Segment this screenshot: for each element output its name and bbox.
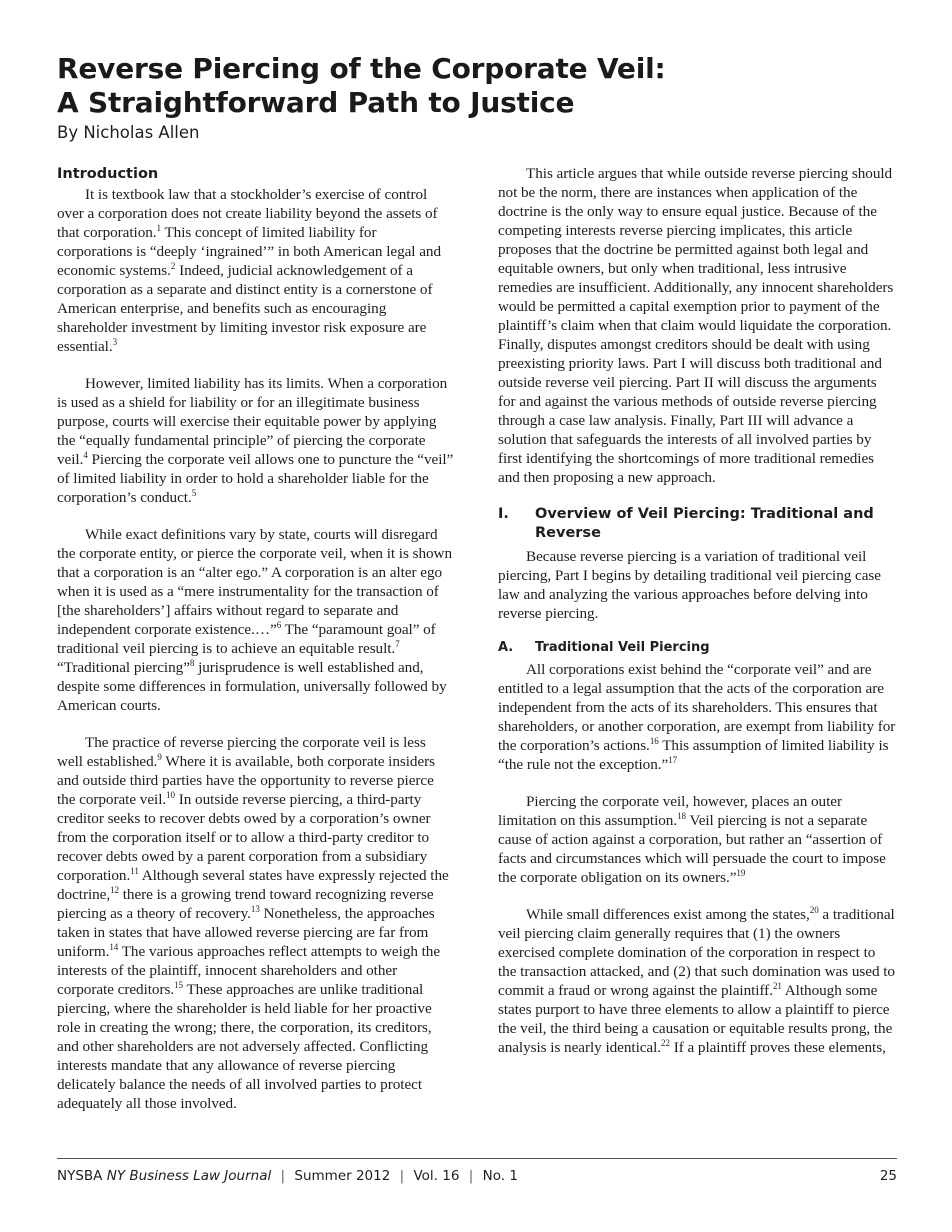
article-header bbox=[57, 52, 897, 144]
paragraph: It is textbook law that a stockholder’s exercise of control over a corporation does not create liability beyond the assets of that corporation.$^1$ This concept of limited liability for corporations is “deeply ‘ingrained’” in both American legal and economic systems.$^2$ Indeed, judicial acknowledgement of a corporation as a separate and distinct entity is a cornerstone of American enterprise, and benefits such as encouraging shareholder investment by limiting investor risk exposure are essential.$^3$ bbox=[57, 186, 441, 355]
footer-journal: NY Business Law Journal bbox=[106, 1168, 272, 1184]
footer-citation bbox=[57, 1167, 518, 1185]
footer-separator: | bbox=[468, 1168, 474, 1184]
footnote-ref: 14 bbox=[109, 941, 119, 952]
title-line-2: A Straightforward Path to Justice bbox=[57, 86, 575, 119]
footnote-ref: 5 bbox=[191, 487, 197, 498]
footer-separator: | bbox=[399, 1168, 405, 1184]
paragraph: Because reverse piercing is a variation of traditional veil piercing, Part I begins by detailing traditional veil piercing case law and analyzing the various approaches before delving into reverse piercing. bbox=[498, 548, 881, 622]
introduction-heading: Introduction bbox=[57, 166, 159, 182]
footnote-ref: 13 bbox=[250, 903, 260, 914]
footnote-ref: 4 bbox=[83, 449, 88, 460]
footnote-ref: 12 bbox=[110, 884, 120, 895]
paragraph: The practice of reverse piercing the corporate veil is less well established.$^9$ Where it is available, both corporate insiders and outside third parties have the opportunity to reverse pierce the corporate veil.$^{10}$ In outside reverse piercing, a third-party creditor seeks to recover debts owed by a corporation’s owner from the corporation itself or to allow a third-party creditor to recover debts owed by a parent corporation from a subsidiary corporation.$^{11}$ Although several states have expressly rejected the doctrine,$^{12}$ there is a growing trend toward recognizing reverse piercing as a theory of recovery.$^{13}$ Nonetheless, the approaches taken in states that have allowed reverse piercing are far from uniform.$^{14}$ The various approaches reflect attempts to weigh the interests of the plaintiff, innocent shareholders and other corporate creditors.$^{15}$ These approaches are unlike traditional piercing, where the shareholder is held liable for her proactive role in creating the wrong; there, the corporation, its creditors, and other shareholders are not adversely affected. Conflicting interests mandate that any allowance of reverse piercing delicately balance the needs of all involved parties to protect adequately all those involved. bbox=[57, 734, 449, 1112]
section-heading-I bbox=[498, 505, 897, 543]
left-column bbox=[57, 164, 455, 1131]
footnote-ref: 10 bbox=[166, 789, 176, 800]
paragraph: However, limited liability has its limits. When a corporation is used as a shield for liability or for an illegitimate business purpose, courts will exercise their equitable power by applying the “equally fundamental principle” of piercing the corporate veil.$^4$ Piercing the corporate veil allows one to puncture the “veil” of limited liability in order to hold a shareholder liable for the corporation’s conduct.$^5$ bbox=[57, 375, 454, 506]
title-line-1: Reverse Piercing of the Corporate Veil: bbox=[57, 52, 666, 85]
footnote-ref: 1 bbox=[156, 222, 161, 233]
footnote-ref: 22 bbox=[661, 1037, 670, 1048]
footnote-ref: 20 bbox=[809, 904, 819, 915]
subsection-heading-A bbox=[498, 639, 897, 657]
footnote-ref: 18 bbox=[677, 810, 686, 821]
footnote-ref: 15 bbox=[174, 979, 183, 990]
footnote-ref: 16 bbox=[649, 735, 659, 746]
footnote-ref: 8 bbox=[189, 657, 195, 668]
paragraph: This article argues that while outside reverse piercing should not be the norm, there are instances when application of the doctrine is the only way to ensure equal justice. Because of the competing interests reverse piercing implicates, this article proposes that the doctrine be permitted against both legal and equitable owners, but only when traditional, less intrusive remedies are insufficient. Additionally, any innocent shareholders would be permitted a capital exemption prior to payment of the plaintiff’s claim when that claim would liquidate the corporation. Finally, disputes amongst creditors should be dealt with using preexisting priority laws. Part I will discuss both traditional and outside reverse veil piercing. Part II will discuss the arguments for and against the various methods of outside reverse piercing through a case law analysis. Finally, Part III will advance a solution that safeguards the interests of all involved parties by first identifying the shortcomings of more traditional remedies and then proposing a new approach. bbox=[498, 165, 894, 486]
page-footer bbox=[57, 1158, 897, 1189]
page-number: 25 bbox=[879, 1168, 897, 1184]
footnote-ref: 11 bbox=[130, 865, 139, 876]
right-column bbox=[498, 164, 897, 1075]
footnote-ref: 3 bbox=[112, 336, 118, 347]
footer-volume: Vol. 16 bbox=[413, 1168, 460, 1184]
footer-separator: | bbox=[280, 1168, 286, 1184]
paragraph: Piercing the corporate veil, however, places an outer limitation on this assumption.$^{18}$ Veil piercing is not a separate cause of action against a corporation, but rather an “assertion of facts and circumstances which will persuade the court to impose the corporate obligation on its owners.”$^{19}$ bbox=[498, 793, 886, 886]
paragraph: While exact definitions vary by state, courts will disregard the corporate entity, or pierce the corporate veil, when it is shown that a corporation is an “alter ego.” A corporation is an alter ego when it is used as a “mere instrumentality for the transaction of [the shareholders’] affairs without regard to separate and independent corporate existence.…”$^6$ The “paramount goal” of traditional veil piercing is to achieve an equitable result.$^7$ “Traditional piercing”$^8$ jurisprudence is well established and, despite some differences in formulation, universally followed by American courts. bbox=[57, 526, 452, 714]
footer-org: NYSBA bbox=[57, 1168, 103, 1184]
footnote-ref: 9 bbox=[157, 751, 162, 762]
section-number: I. bbox=[498, 506, 509, 522]
subsection-number: A. bbox=[498, 640, 514, 655]
footer-issue-date: Summer 2012 bbox=[294, 1168, 391, 1184]
footnote-ref: 7 bbox=[395, 638, 400, 649]
paragraph: All corporations exist behind the “corporate veil” and are entitled to a legal assumption that the acts of the corporation are independent from the acts of its shareholders. This ensures that shareholders, or another corporation, are exempt from liability for the corporation’s actions.$^{16}$ This assumption of limited liability is “the rule not the exception.”$^{17}$ bbox=[498, 661, 896, 773]
author-byline: By Nicholas Allen bbox=[57, 123, 200, 142]
subsection-title: Traditional Veil Piercing bbox=[535, 640, 710, 655]
footer-issue-number: No. 1 bbox=[482, 1168, 518, 1184]
paragraph: While small differences exist among the states,$^{20}$ a traditional veil piercing claim generally requires that (1) the owners exercised complete domination of the corporation in respect to the transaction attacked, and (2) that such domination was used to commit a fraud or wrong against the plaintiff.$^{21}$ Although some states purport to have three elements to allow a plaintiff to pierce the veil, the third being a causation or equitable results prong, the analysis is nearly identical.$^{22}$ If a plaintiff proves these elements, bbox=[498, 904, 895, 1056]
footnote-ref: 2 bbox=[170, 260, 176, 271]
footnote-ref: 21 bbox=[772, 980, 782, 991]
section-title: Overview of Veil Piercing: Traditional and Reverse bbox=[535, 506, 874, 541]
footnote-ref: 19 bbox=[736, 867, 746, 878]
article-title bbox=[57, 52, 897, 120]
footnote-ref: 17 bbox=[668, 754, 678, 765]
footnote-ref: 6 bbox=[276, 619, 282, 630]
